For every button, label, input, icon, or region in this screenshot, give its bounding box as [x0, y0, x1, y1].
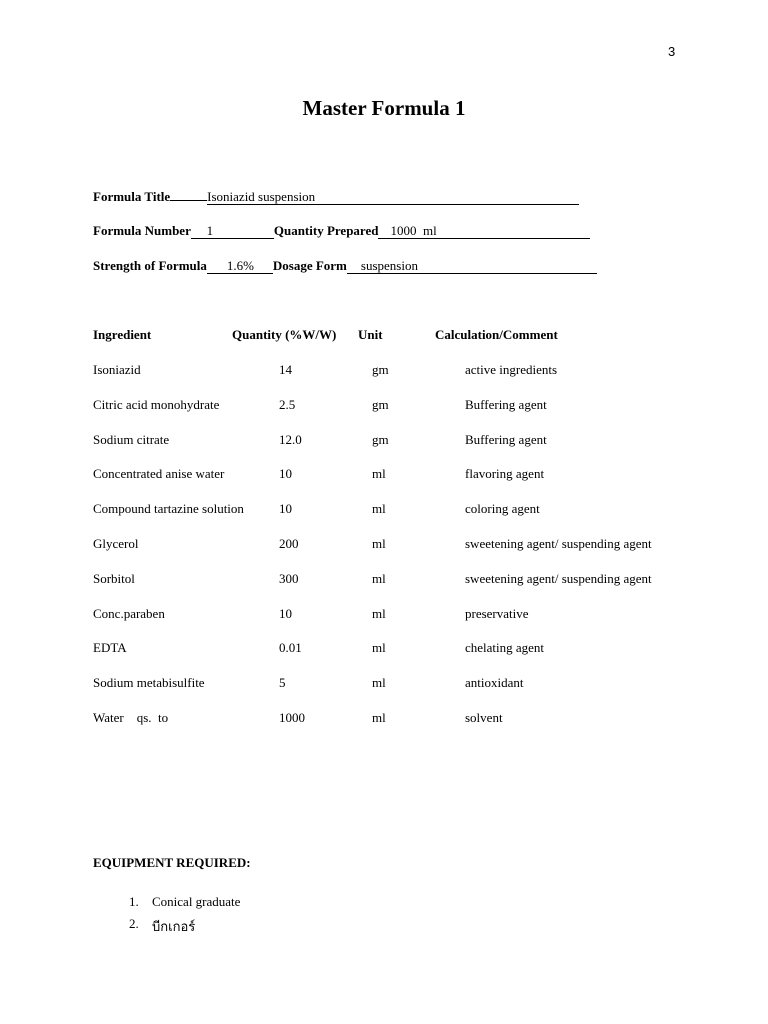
unit-cell: ml	[372, 710, 386, 725]
list-number: 1.	[129, 894, 139, 909]
table-row	[0, 501, 768, 521]
quantity-cell: 10	[279, 606, 292, 621]
unit-cell: ml	[372, 501, 386, 516]
unit-cell: gm	[372, 362, 389, 377]
strength-value: 1.6%	[227, 258, 273, 274]
unit-cell: gm	[372, 432, 389, 447]
strength-row	[93, 258, 597, 274]
header-comment: Calculation/Comment	[435, 327, 558, 342]
comment-cell: sweetening agent/ suspending agent	[465, 571, 652, 586]
dosage-form-label: Dosage Form	[272, 258, 347, 273]
page-number: 3	[668, 44, 676, 59]
quantity-cell: 12.0	[279, 432, 302, 447]
quantity-cell: 0.01	[279, 640, 302, 655]
unit-cell: ml	[372, 606, 386, 621]
header-quantity: Quantity (%W/W)	[232, 327, 337, 342]
table-row	[0, 710, 768, 730]
quantity-cell: 14	[279, 362, 292, 377]
strength-label: Strength of Formula	[93, 258, 207, 273]
formula-number-label: Formula Number	[93, 223, 191, 238]
formula-number-row	[93, 223, 590, 239]
table-row	[0, 640, 768, 660]
table-row	[0, 571, 768, 591]
ingredient-cell: EDTA	[93, 640, 127, 655]
table-row	[0, 466, 768, 486]
formula-title-row	[93, 189, 579, 205]
quantity-prepared-value: 1000 ml	[390, 223, 590, 239]
unit-cell: ml	[372, 466, 386, 481]
quantity-cell: 300	[279, 571, 299, 586]
ingredient-cell: Sodium citrate	[93, 432, 170, 447]
quantity-prepared-label: Quantity Prepared	[273, 223, 379, 238]
ingredient-cell: Water qs. to	[93, 710, 169, 725]
quantity-cell: 10	[279, 501, 292, 516]
table-row	[0, 397, 768, 417]
table-row	[0, 675, 768, 695]
formula-title-value: Isoniazid suspension	[207, 189, 579, 205]
comment-cell: Buffering agent	[465, 397, 547, 412]
comment-cell: active ingredients	[465, 362, 558, 377]
ingredient-cell: Glycerol	[93, 536, 139, 551]
dosage-form-value: suspension	[361, 258, 597, 274]
comment-cell: preservative	[465, 606, 529, 621]
table-row	[0, 362, 768, 382]
list-text: Conical graduate	[152, 894, 241, 909]
header-unit: Unit	[358, 327, 383, 342]
equipment-heading: EQUIPMENT REQUIRED:	[93, 855, 251, 870]
table-row	[0, 536, 768, 556]
ingredient-cell: Isoniazid	[93, 362, 141, 377]
quantity-cell: 10	[279, 466, 292, 481]
ingredient-cell: Compound tartazine solution	[93, 501, 244, 516]
comment-cell: chelating agent	[465, 640, 545, 655]
ingredient-cell: Conc.paraben	[93, 606, 165, 621]
quantity-cell: 1000	[279, 710, 305, 725]
comment-cell: Buffering agent	[465, 432, 547, 447]
comment-cell: sweetening agent/ suspending agent	[465, 536, 652, 551]
formula-number-value: 1	[191, 223, 229, 239]
ingredient-cell: Concentrated anise water	[93, 466, 225, 481]
ingredient-cell: Sodium metabisulfite	[93, 675, 205, 690]
unit-cell: ml	[372, 640, 386, 655]
table-row	[0, 606, 768, 626]
quantity-cell: 5	[279, 675, 286, 690]
document-title: Master Formula 1	[302, 96, 466, 120]
ingredient-cell: Citric acid monohydrate	[93, 397, 220, 412]
quantity-cell: 200	[279, 536, 299, 551]
table-row	[0, 432, 768, 452]
ingredient-cell: Sorbitol	[93, 571, 135, 586]
comment-cell: flavoring agent	[465, 466, 545, 481]
unit-cell: gm	[372, 397, 389, 412]
unit-cell: ml	[372, 536, 386, 551]
list-text: บีกเกอร์	[152, 920, 196, 935]
comment-cell: antioxidant	[465, 675, 524, 690]
comment-cell: coloring agent	[465, 501, 540, 516]
unit-cell: ml	[372, 675, 386, 690]
quantity-cell: 2.5	[279, 397, 296, 412]
list-number: 2.	[129, 916, 139, 931]
comment-cell: solvent	[465, 710, 503, 725]
unit-cell: ml	[372, 571, 386, 586]
header-ingredient: Ingredient	[93, 327, 152, 342]
formula-title-label: Formula Title	[93, 189, 171, 204]
